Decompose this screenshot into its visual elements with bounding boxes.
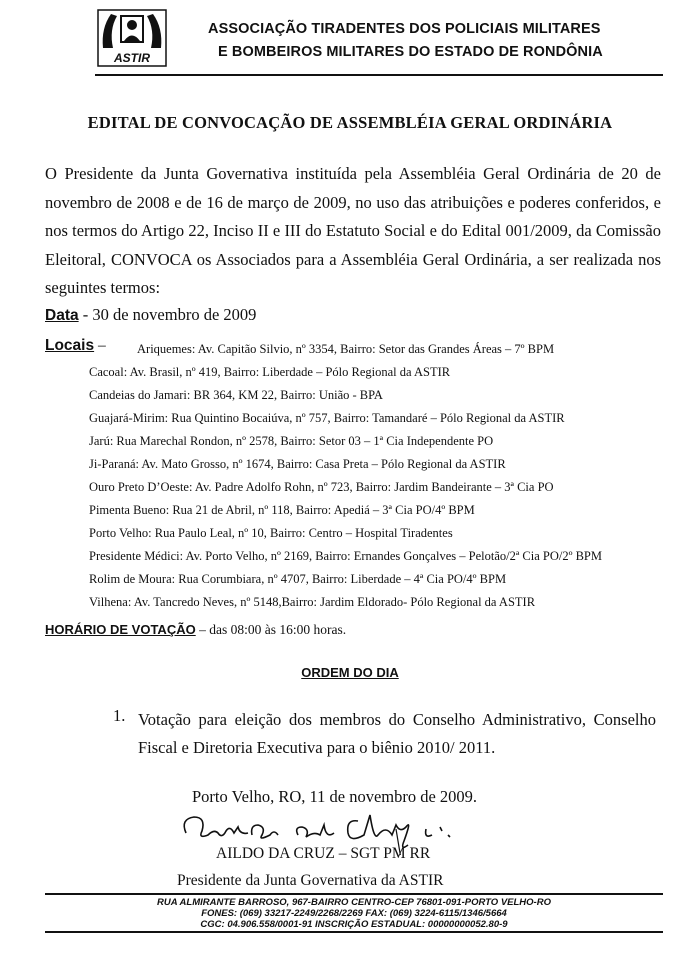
location-item: Ji-Paraná: Av. Mato Grosso, nº 1674, Bairro: Casa Preta – Pólo Regional da ASTIR	[89, 457, 506, 471]
location-item: Cacoal: Av. Brasil, nº 419, Bairro: Liberdade – Pólo Regional da ASTIR	[89, 365, 451, 379]
org-name-line-1: ASSOCIAÇÃO TIRADENTES DOS POLICIAIS MILITARES	[208, 21, 601, 37]
astir-logo	[95, 8, 169, 68]
footer-registration: CGC: 04.906.558/0001-91 INSCRIÇÃO ESTADUAL: 00000000052.80-9	[200, 919, 508, 930]
org-name-line-2: E BOMBEIROS MILITARES DO ESTADO DE RONDÔNIA	[218, 44, 603, 60]
voting-hours	[45, 622, 346, 638]
signer-role: Presidente da Junta Governativa da ASTIR	[177, 872, 444, 889]
location-item: Rolim de Moura: Rua Corumbiara, nº 4707, Bairro: Liberdade – 4ª Cia PO/4º BPM	[89, 572, 507, 586]
voting-hours-label: HORÁRIO DE VOTAÇÃO	[45, 622, 196, 637]
date-label: Data	[45, 307, 79, 324]
location-item: Presidente Médici: Av. Porto Velho, nº 2169, Bairro: Ernandes Gonçalves – Pelotão/2ª Cia PO/2º BPM	[89, 549, 603, 563]
locations-dash: –	[94, 337, 106, 354]
footer-divider-bottom	[45, 931, 663, 933]
locations-label: Locais	[45, 337, 95, 354]
location-item: Pimenta Bueno: Rua 21 de Abril, nº 118, Bairro: Apediá – 3ª Cia PO/4º BPM	[89, 503, 475, 517]
location-item: Vilhena: Av. Tancredo Neves, nº 5148,Bairro: Jardim Eldorado- Pólo Regional da ASTIR	[89, 595, 536, 609]
locations-heading	[45, 337, 106, 355]
location-item: Candeias do Jamari: BR 364, KM 22, Bairro: União - BPA	[89, 388, 383, 402]
location-item: Porto Velho: Rua Paulo Leal, nº 10, Bairro: Centro – Hospital Tiradentes	[89, 526, 453, 540]
footer-divider-top	[45, 893, 663, 895]
date-line	[45, 305, 256, 325]
agenda-item-number: 1.	[113, 706, 126, 725]
voting-hours-value: – das 08:00 às 16:00 horas.	[195, 622, 347, 637]
agenda-item-text: Votação para eleição dos membros do Conselho Administrativo, Conselho Fiscal e Diretoria Executiva para o biênio 2010/ 2011.	[138, 710, 656, 757]
footer-address: RUA ALMIRANTE BARROSO, 967-BAIRRO CENTRO-CEP 76801-091-PORTO VELHO-RO	[157, 897, 551, 908]
document-title: EDITAL DE CONVOCAÇÃO DE ASSEMBLÉIA GERAL ORDINÁRIA	[87, 113, 613, 132]
date-value: - 30 de novembro de 2009	[78, 305, 257, 324]
intro-paragraph: O Presidente da Junta Governativa instituída pela Assembléia Geral Ordinária de 20 de novembro de 2008 e de 16 de março de 2009, no uso das atribuições e poderes conferidos, e nos termos do Artigo 22, Inciso II e III do Estatuto Social e do Edital 001/2009, da Comissão Eleitoral, CONVOCA os Associados para a Assembléia Geral Ordinária, a ser realizada nos seguintes termos:	[45, 164, 661, 297]
signer-name: AILDO DA CRUZ – SGT PM RR	[216, 845, 431, 862]
header-divider	[95, 74, 663, 76]
agenda-title: ORDEM DO DIA	[301, 665, 399, 680]
location-item: Ariquemes: Av. Capitão Silvio, nº 3354, Bairro: Setor das Grandes Áreas – 7º BPM	[137, 342, 555, 356]
location-item: Jarú: Rua Marechal Rondon, nº 2578, Bairro: Setor 03 – 1ª Cia Independente PO	[89, 434, 494, 448]
location-item: Ouro Preto D’Oeste: Av. Padre Adolfo Rohn, nº 723, Bairro: Jardim Bandeirante – 3ª Cia PO	[89, 480, 554, 494]
logo-text: ASTIR	[114, 51, 150, 65]
footer-phones: FONES: (069) 33217-2249/2268/2269 FAX: (069) 3224-6115/1346/5664	[201, 908, 507, 919]
location-item: Guajará-Mirim: Rua Quintino Bocaiúva, nº 757, Bairro: Tamandaré – Pólo Regional da ASTIR	[89, 411, 565, 425]
place-and-date: Porto Velho, RO, 11 de novembro de 2009.	[192, 787, 478, 806]
